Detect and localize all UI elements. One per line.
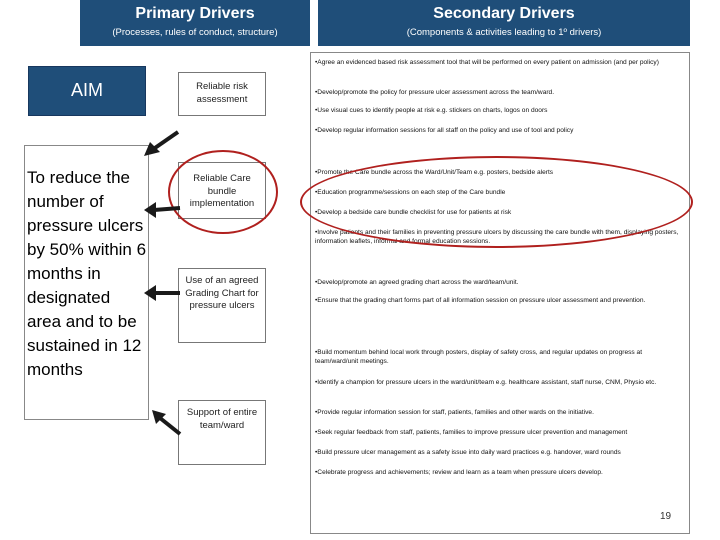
secondary-driver-item: •Develop/promote an agreed grading chart across the ward/team/unit. — [315, 279, 519, 286]
secondary-drivers-panel — [310, 52, 690, 534]
arrow-bundle-to-aim — [142, 198, 182, 220]
secondary-driver-item: •Seek regular feedback from staff, patients, families to improve pressure ulcer prevention and management — [315, 429, 628, 436]
arrow-risk-to-aim — [142, 128, 182, 158]
aim-statement-box — [24, 145, 149, 420]
primary-driver-care-bundle: Reliable Care bundle implementation — [178, 162, 266, 219]
secondary-drivers-header — [318, 0, 690, 46]
primary-drivers-title: Primary Drivers — [135, 5, 255, 22]
secondary-driver-item: •Develop/promote the policy for pressure ulcer assessment across the team/ward. — [315, 89, 555, 96]
secondary-drivers-title: Secondary Drivers — [433, 5, 575, 22]
primary-driver-team-support: Support of entire team/ward — [178, 400, 266, 465]
primary-driver-risk-assessment: Reliable risk assessment — [178, 72, 266, 116]
aim-label: AIM — [70, 80, 103, 100]
secondary-driver-item: •Promote the Care bundle across the Ward/Unit/Team e.g. posters, bedside alerts — [315, 169, 554, 176]
secondary-driver-item: •Develop a bedside care bundle checklist for use for patients at risk — [315, 209, 512, 216]
secondary-driver-item: •Develop regular information sessions for all staff on the policy and use of tool and policy — [315, 127, 574, 134]
secondary-driver-item: •Use visual cues to identify people at risk e.g. stickers on charts, logos on doors — [315, 107, 548, 114]
primary-driver-grading-chart: Use of an agreed Grading Chart for pressure ulcers — [178, 268, 266, 343]
secondary-driver-item: •Build pressure ulcer management as a safety issue into daily ward practices e.g. handover, ward rounds — [315, 449, 621, 456]
highlight-ellipse-secondary — [300, 156, 693, 248]
primary-drivers-header — [80, 0, 310, 46]
secondary-driver-item: •Involve patients and their families in preventing pressure ulcers by discussing the care bundle with them, displaying posters, information leaflets, informal and formal education sessions. — [315, 229, 679, 245]
secondary-driver-item: •Provide regular information session for staff, patients, families and other wards on the initiative. — [315, 409, 594, 416]
secondary-driver-item: •Education programme/sessions on each step of the Care bundle — [315, 189, 506, 196]
highlight-ellipse-primary — [168, 150, 278, 234]
secondary-drivers-subtitle: (Components & activities leading to 1º drivers) — [406, 27, 602, 38]
arrow-grading-to-aim — [142, 282, 182, 304]
secondary-driver-item: •Identify a champion for pressure ulcers in the ward/unit/team e.g. healthcare assistant, staff nurse, CNM, Physio etc. — [315, 379, 657, 386]
aim-statement: To reduce the number of pressure ulcers by 50% within 6 months in designated area and to be sustained in 12 months — [27, 168, 147, 379]
page-number: 19 — [660, 511, 672, 522]
arrow-team-to-aim — [148, 408, 184, 438]
aim-label-box — [28, 66, 146, 116]
secondary-driver-item: •Ensure that the grading chart forms part of all information session on pressure ulcer assessment and prevention. — [315, 297, 646, 304]
secondary-driver-item: •Celebrate progress and achievements; review and learn as a team when pressure ulcers develop. — [315, 469, 603, 476]
primary-drivers-subtitle: (Processes, rules of conduct, structure) — [112, 27, 278, 38]
secondary-driver-item: •Build momentum behind local work through posters, display of safety cross, and regular updates on progress at team/ward/unit meetings. — [315, 349, 643, 365]
secondary-driver-item: •Agree an evidenced based risk assessment tool that will be performed on every patient on admission (and per policy) — [315, 59, 659, 66]
